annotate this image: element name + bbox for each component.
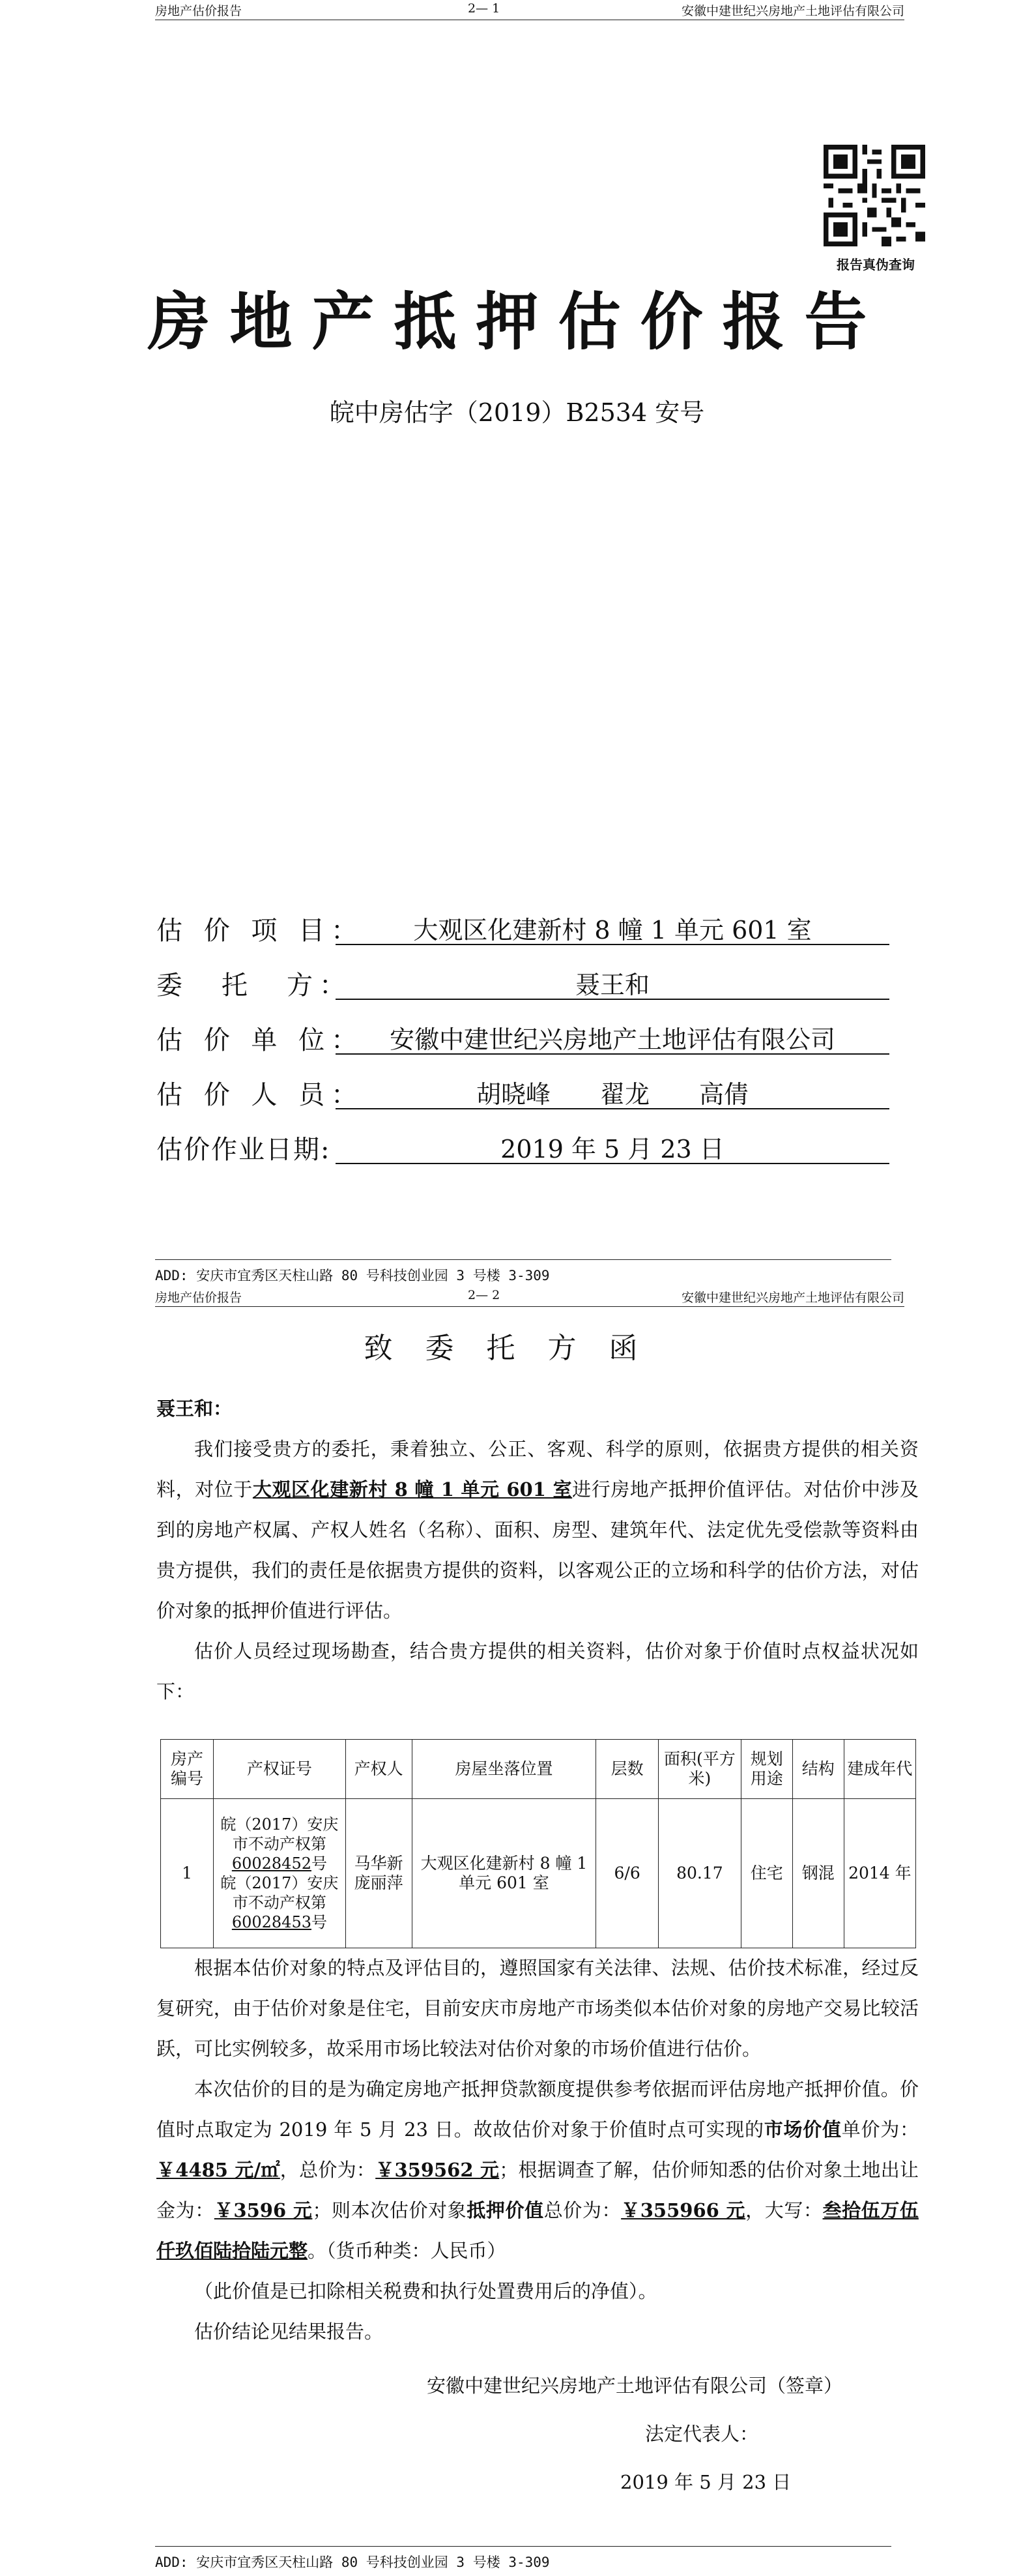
col-header: 面积(平方米) bbox=[658, 1740, 741, 1799]
p4-text-h: 。（货币种类：人民币） bbox=[308, 2240, 506, 2262]
signature-date: 2019 年 5 月 23 日 bbox=[620, 2471, 792, 2493]
header-company-2: 安徽中建世纪兴房地产土地评估有限公司 bbox=[681, 1291, 904, 1305]
cert-b-text: 皖（2017）安庆市不动产权第 bbox=[220, 1874, 339, 1912]
signature-representative: 法定代表人： bbox=[645, 2423, 759, 2445]
col-header: 结构 bbox=[792, 1740, 844, 1799]
paragraph-3: 根据本估价对象的特点及评估目的，遵照国家有关法律、法规、估价技术标准，经过反复研究，由于估价对象是住宅，目前安庆市房地产市场类似本估价对象的房地产交易比较活跃，可比实例较多，故采用市场比较法对估价对象的市场价值进行估价。 bbox=[156, 1957, 919, 2060]
project-value: 大观区化建新村 8 幢 1 单元 601 室 bbox=[336, 910, 889, 945]
cert-b-suffix: 号 bbox=[311, 1913, 327, 1931]
cert-a-suffix: 号 bbox=[311, 1854, 327, 1873]
land-fee: ￥3596 元 bbox=[214, 2199, 313, 2221]
running-header bbox=[155, 0, 904, 20]
col-header: 产权证号 bbox=[214, 1740, 346, 1799]
p4-text-c: ，总价为： bbox=[280, 2159, 376, 2181]
amount-in-words: 叁拾伍万伍仟玖佰陆拾陆元整 bbox=[156, 2199, 919, 2262]
cell-structure: 钢混 bbox=[792, 1799, 844, 1948]
col-header: 房产编号 bbox=[161, 1740, 214, 1799]
project-label: 估 价 项 目： bbox=[156, 916, 364, 946]
letter-title: 致委托方函 bbox=[364, 1332, 670, 1365]
market-value-label: 市场价值 bbox=[764, 2118, 842, 2141]
col-header: 产权人 bbox=[345, 1740, 412, 1799]
unit-price: ￥4485 元/㎡ bbox=[156, 2159, 280, 2181]
p4-text-d: ；根据调查了解，估价师知悉的估价对象土地出让金为： bbox=[156, 2159, 919, 2221]
header-page-number-2: 2— 2 bbox=[468, 1288, 500, 1302]
cert-a-number: 60028452 bbox=[231, 1854, 311, 1873]
cell-use: 住宅 bbox=[741, 1799, 792, 1948]
client-label: 委 托 方： bbox=[156, 971, 352, 1001]
running-header-2 bbox=[155, 1287, 904, 1307]
header-page-number: 2— 1 bbox=[468, 1, 500, 16]
col-header: 建成年代 bbox=[844, 1740, 915, 1799]
cell-year: 2014 年 bbox=[844, 1799, 915, 1948]
salutation: 聂王和： bbox=[156, 1398, 233, 1420]
property-table bbox=[160, 1739, 916, 1948]
date-label: 估价作业日期: bbox=[156, 1135, 331, 1165]
total-price: ￥359562 元 bbox=[375, 2159, 500, 2181]
cell-cert bbox=[214, 1799, 346, 1948]
p4-text-a: 本次估价的目的是为确定房地产抵押贷款额度提供参考依据而评估房地产抵押价值。价值时点取定为 2019 年 5 月 23 日。故故估价对象于价值时点可实现的 bbox=[156, 2078, 919, 2141]
qr-code-icon[interactable] bbox=[824, 145, 925, 246]
appraiser-value: 胡晓峰 翟龙 高倩 bbox=[336, 1074, 889, 1109]
p4-text-g: ，大写： bbox=[745, 2199, 823, 2221]
cell-floors: 6/6 bbox=[596, 1799, 659, 1948]
header-left-2: 房地产估价报告 bbox=[155, 1291, 242, 1305]
qr-caption: 报告真伪查询 bbox=[837, 257, 915, 272]
report-title: 房地产抵押估价报告 bbox=[147, 285, 887, 359]
paragraph-4 bbox=[156, 2069, 919, 2271]
client-value: 聂王和 bbox=[336, 965, 889, 1000]
p1-text-b: 进行房地产抵押价值评估。对估价中涉及到的房地产权属、产权人姓名（名称）、面积、房型、建筑年代、法定优先受偿款等资料由贵方提供，我们的责任是依据贵方提供的资料，以客观公正的立场和科学的估价方法，对估价对象的抵押价值进行评估。 bbox=[156, 1478, 919, 1622]
table-header-row bbox=[161, 1740, 916, 1799]
p4-text-f: 总价为： bbox=[543, 2199, 622, 2221]
signature-company: 安徽中建世纪兴房地产土地评估有限公司（签章） bbox=[427, 2375, 843, 2397]
cell-owner: 马华新庞丽萍 bbox=[345, 1799, 412, 1948]
unit-label: 估 价 单 位： bbox=[156, 1025, 364, 1055]
page2-footer: ADD: 安庆市宜秀区天柱山路 80 号科技创业园 3 号楼 3-309 bbox=[155, 2546, 891, 2571]
date-value: 2019 年 5 月 23 日 bbox=[336, 1129, 889, 1164]
p1-address: 大观区化建新村 8 幢 1 单元 601 室 bbox=[252, 1478, 573, 1500]
paragraph-1 bbox=[156, 1429, 919, 1631]
cert-a-text: 皖（2017）安庆市不动产权第 bbox=[220, 1815, 339, 1853]
paragraph-2: 估价人员经过现场勘查，结合贵方提供的相关资料，估价对象于价值时点权益状况如下： bbox=[156, 1640, 919, 1703]
col-header: 规划用途 bbox=[741, 1740, 792, 1799]
p4-text-b: 单价为： bbox=[841, 2118, 919, 2141]
paragraph-6: 估价结论见结果报告。 bbox=[194, 2320, 384, 2343]
cell-area: 80.17 bbox=[658, 1799, 741, 1948]
unit-value: 安徽中建世纪兴房地产土地评估有限公司 bbox=[336, 1019, 889, 1055]
document-number: 皖中房估字（2019）B2534 安号 bbox=[329, 398, 705, 427]
page1-footer: ADD: 安庆市宜秀区天柱山路 80 号科技创业园 3 号楼 3-309 bbox=[155, 1259, 891, 1285]
header-left: 房地产估价报告 bbox=[155, 4, 242, 18]
cell-no: 1 bbox=[161, 1799, 214, 1948]
table-row bbox=[161, 1799, 916, 1948]
col-header: 层数 bbox=[596, 1740, 659, 1799]
p4-text-e: ；则本次估价对象 bbox=[312, 2199, 467, 2221]
mortgage-total: ￥355966 元 bbox=[621, 2199, 746, 2221]
p1-text-a: 我们接受贵方的委托，秉着独立、公正、客观、科学的原则，依据贵方提供的相关资料，对位于 bbox=[156, 1438, 919, 1500]
appraiser-label: 估 价 人 员： bbox=[156, 1080, 364, 1110]
cert-b-number: 60028453 bbox=[231, 1913, 311, 1931]
paragraph-5: （此价值是已扣除相关税费和执行处置费用后的净值）。 bbox=[194, 2280, 657, 2302]
header-company: 安徽中建世纪兴房地产土地评估有限公司 bbox=[681, 4, 904, 18]
mortgage-value-label: 抵押价值 bbox=[467, 2199, 544, 2221]
cell-location: 大观区化建新村 8 幢 1 单元 601 室 bbox=[412, 1799, 596, 1948]
col-header: 房屋坐落位置 bbox=[412, 1740, 596, 1799]
